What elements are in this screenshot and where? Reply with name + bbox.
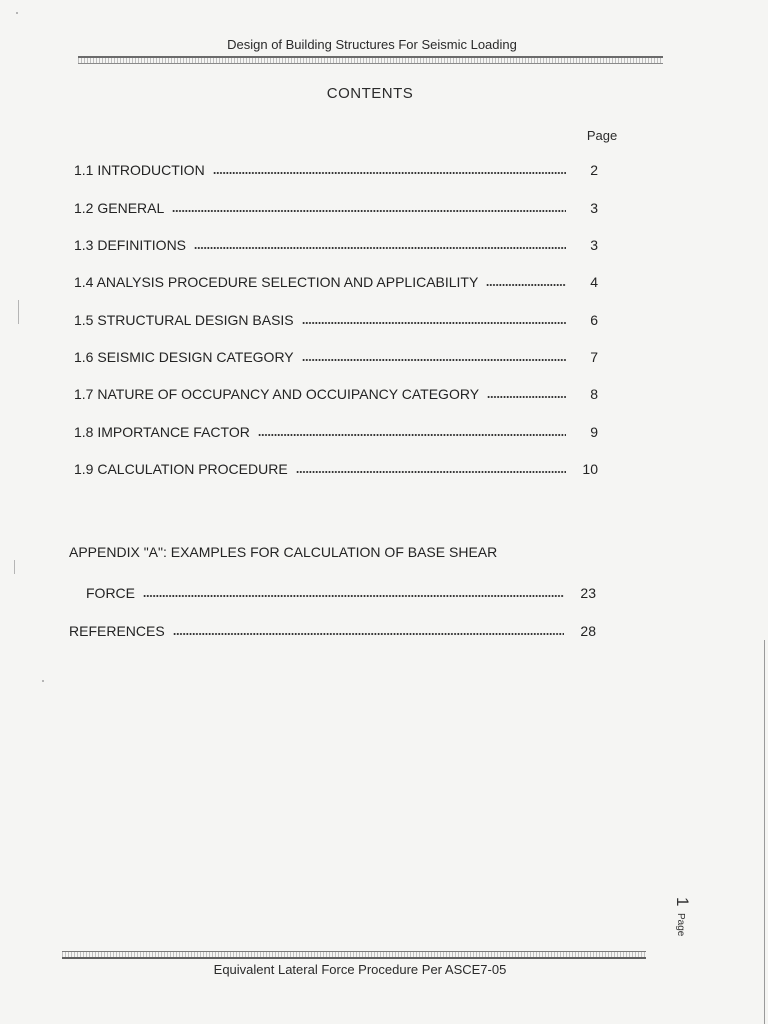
toc-leader-dots: [213, 172, 566, 174]
page-column-label: Page: [586, 128, 618, 143]
toc-entry: [74, 270, 598, 290]
toc-entry-label: 1.9 CALCULATION PROCEDURE: [74, 461, 288, 477]
toc-entry: [74, 308, 598, 328]
toc-entry-label: 1.8 IMPORTANCE FACTOR: [74, 424, 250, 440]
running-footer: Equivalent Lateral Force Procedure Per ASCE7-05: [213, 962, 507, 977]
side-page-number: [672, 895, 694, 941]
toc-entry-label: 1.1 INTRODUCTION: [74, 162, 205, 178]
toc-entry-page: 7: [590, 349, 598, 365]
toc-entry: [74, 382, 598, 402]
toc-entry-page: 9: [590, 424, 598, 440]
toc-entry-label: 1.7 NATURE OF OCCUPANCY AND OCCUIPANCY CATEGORY: [74, 386, 480, 402]
toc-leader-dots: [143, 595, 564, 597]
appendix-heading: APPENDIX "A": EXAMPLES FOR CALCULATION OF BASE SHEAR: [69, 544, 498, 560]
toc-entry-page: 3: [590, 237, 598, 253]
toc-entry: [74, 420, 598, 440]
references-label: REFERENCES: [69, 623, 165, 639]
toc-leader-dots: [172, 210, 566, 212]
toc-leader-dots: [302, 322, 566, 324]
toc-entry: [74, 457, 598, 477]
toc-entry-page: 10: [582, 461, 598, 477]
appendix-entry-label: FORCE: [86, 585, 135, 601]
appendix-entry: [86, 581, 596, 601]
toc-entry-page: 2: [590, 162, 598, 178]
toc-entry-label: 1.4 ANALYSIS PROCEDURE SELECTION AND APPLICABILITY: [74, 274, 479, 290]
toc-leader-dots: [173, 633, 564, 635]
scan-speck: [16, 12, 18, 14]
footer-rule: [62, 951, 646, 959]
toc-entry-label: 1.6 SEISMIC DESIGN CATEGORY: [74, 349, 294, 365]
toc-leader-dots: [296, 471, 566, 473]
scan-edge-line: [764, 640, 765, 1024]
toc-leader-dots: [302, 359, 566, 361]
toc-entry: [74, 233, 598, 253]
toc-entry-page: 6: [590, 312, 598, 328]
toc-leader-dots: [258, 434, 566, 436]
toc-entry-label: 1.2 GENERAL: [74, 200, 165, 216]
references-page: 28: [580, 623, 596, 639]
scan-speck: [14, 560, 15, 574]
toc-entry-label: 1.3 DEFINITIONS: [74, 237, 187, 253]
scan-speck: [18, 300, 19, 324]
toc-entry: [74, 158, 598, 178]
appendix-entry-page: 23: [580, 585, 596, 601]
scan-speck: [42, 680, 44, 682]
page-word: Page: [675, 913, 686, 937]
toc-leader-dots: [486, 284, 566, 286]
toc-entry: [74, 345, 598, 365]
toc-leader-dots: [487, 396, 566, 398]
running-header: Design of Building Structures For Seismic Loading: [227, 37, 517, 52]
toc-entry-label: 1.5 STRUCTURAL DESIGN BASIS: [74, 312, 294, 328]
toc-entry-page: 4: [590, 274, 598, 290]
references-entry: [69, 619, 596, 639]
header-rule: [78, 56, 663, 64]
page-number: 1: [673, 897, 692, 907]
contents-heading: CONTENTS: [326, 85, 414, 102]
toc-leader-dots: [194, 247, 566, 249]
toc-entry-page: 8: [590, 386, 598, 402]
toc-entry-page: 3: [590, 200, 598, 216]
toc-entry: [74, 196, 598, 216]
